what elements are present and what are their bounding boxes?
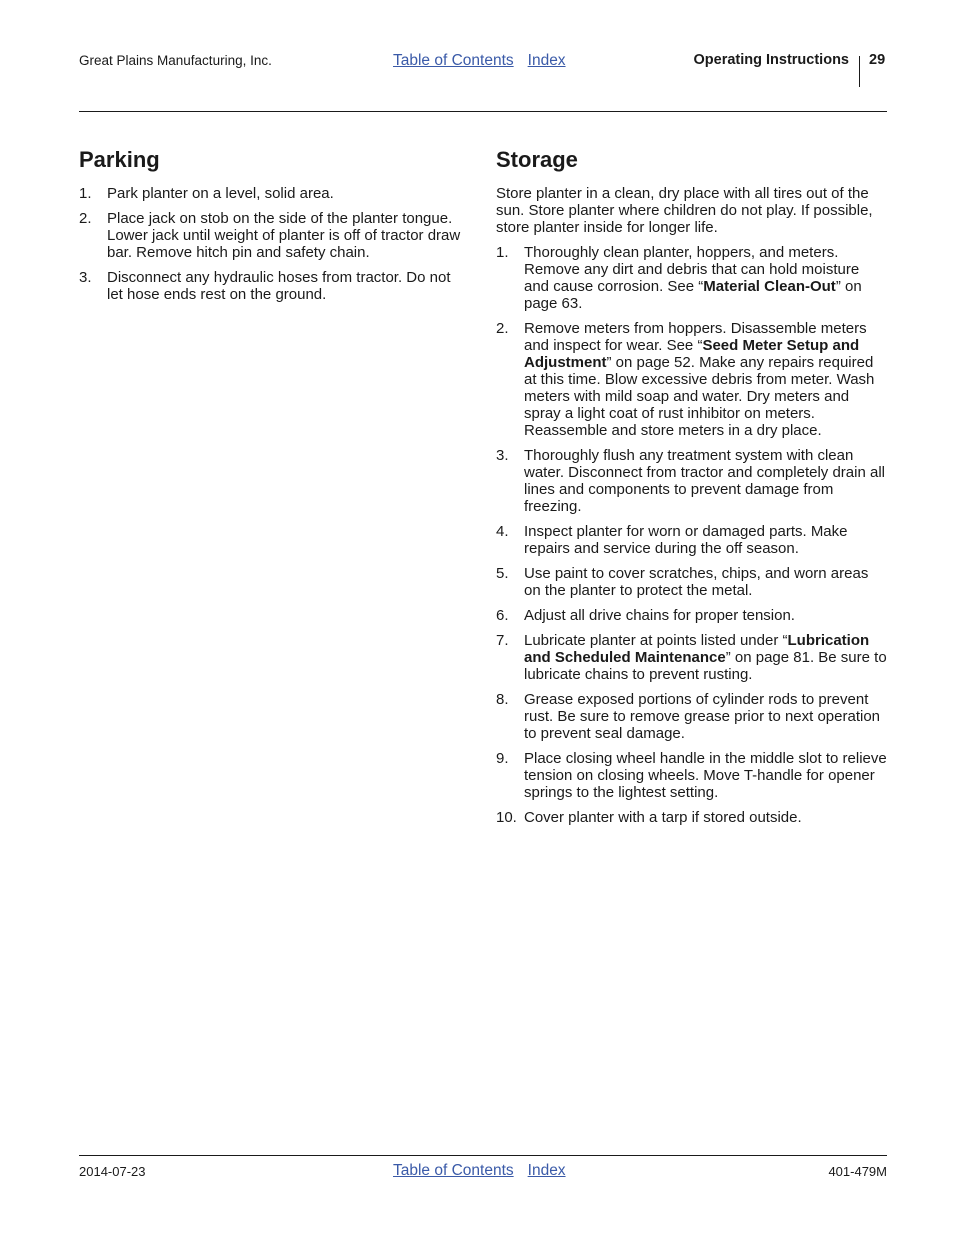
storage-heading: Storage: [496, 147, 578, 172]
item-text: ” on page 81. Be sure to lubricate chains to prevent rusting.: [524, 649, 887, 683]
item-text: Place jack on stob on the side of the planter tongue. Lower jack until weight of planter is off of tractor draw bar. Remove hitch pin and safety chain.: [107, 210, 461, 261]
company-name: Great Plains Manufacturing, Inc.: [79, 53, 272, 68]
section-title: Operating Instructions: [693, 52, 849, 68]
item-text: ” on page 52. Make any repairs required at this time. Blow excessive debris from meter. Wash meters with mild soap and water. Dry meters and spray a light coat of rust inhibitor on meters. Reassemble and store meters in a dry place.: [524, 354, 875, 439]
item-number: 2.: [79, 210, 92, 227]
publication-date: 2014-07-23: [79, 1164, 146, 1179]
item-number: 2.: [496, 320, 509, 337]
index-link[interactable]: Index: [527, 52, 566, 69]
list-item: [496, 691, 888, 742]
list-item: [496, 523, 888, 557]
footer-rule: [79, 1155, 887, 1156]
footer-index-link[interactable]: Index: [527, 1162, 566, 1179]
parking-section: [79, 146, 469, 311]
cross-reference: Seed Meter Setup and Adjustment: [524, 337, 860, 371]
cross-reference: Material Clean-Out: [703, 278, 836, 295]
footer-nav: [393, 1162, 580, 1180]
header-divider: [859, 56, 860, 87]
item-text: Thoroughly clean planter, hoppers, and meters. Remove any dirt and debris that can hold moisture and cause corrosion. See “: [524, 244, 860, 295]
item-number: 3.: [79, 269, 92, 286]
page-number: 29: [869, 52, 886, 68]
list-item: [79, 185, 469, 202]
item-text: Remove meters from hoppers. Disassemble meters and inspect for wear. See “: [524, 320, 867, 354]
item-number: 9.: [496, 750, 509, 767]
header-nav: [393, 52, 580, 70]
toc-link[interactable]: Table of Contents: [393, 52, 514, 69]
list-item: [496, 565, 888, 599]
item-number: 10.: [496, 809, 517, 826]
item-text: Thoroughly flush any treatment system with clean water. Disconnect from tractor and completely drain all lines and components to prevent damage from freezing.: [524, 447, 885, 515]
cross-reference: Lubrication and Scheduled Maintenance: [524, 632, 870, 666]
list-item: [496, 244, 888, 312]
item-text: Use paint to cover scratches, chips, and worn areas on the planter to protect the metal.: [524, 565, 869, 599]
item-text: Park planter on a level, solid area.: [107, 185, 334, 202]
item-text: Place closing wheel handle in the middle slot to relieve tension on closing wheels. Move T-handle for opener springs to the lightest setting.: [524, 750, 887, 801]
item-text: Adjust all drive chains for proper tension.: [524, 607, 795, 624]
item-number: 4.: [496, 523, 509, 540]
list-item: [496, 607, 888, 624]
item-number: 1.: [496, 244, 509, 261]
storage-intro: Store planter in a clean, dry place with all tires out of the sun. Store planter where children do not play. If possible, store planter inside for longer life.: [496, 185, 873, 236]
list-item: [496, 447, 888, 515]
list-item: [496, 632, 888, 683]
list-item: [79, 210, 469, 261]
list-item: [496, 750, 888, 801]
item-text: Lubricate planter at points listed under “: [524, 632, 788, 649]
item-text: Grease exposed portions of cylinder rods to prevent rust. Be sure to remove grease prior to next operation to prevent seal damage.: [524, 691, 881, 742]
item-text: Disconnect any hydraulic hoses from tractor. Do not let hose ends rest on the ground.: [107, 269, 451, 303]
list-item: [79, 269, 469, 303]
storage-list: [496, 244, 888, 826]
list-item: [496, 320, 888, 439]
item-number: 5.: [496, 565, 509, 582]
item-number: 7.: [496, 632, 509, 649]
item-number: 8.: [496, 691, 509, 708]
item-number: 1.: [79, 185, 92, 202]
list-item: [496, 809, 888, 826]
item-number: 3.: [496, 447, 509, 464]
header-rule: [79, 111, 887, 112]
item-text: Cover planter with a tarp if stored outside.: [524, 809, 802, 826]
item-number: 6.: [496, 607, 509, 624]
document-number: 401-479M: [828, 1164, 887, 1179]
footer-toc-link[interactable]: Table of Contents: [393, 1162, 514, 1179]
parking-heading: Parking: [79, 147, 160, 172]
item-text: Inspect planter for worn or damaged parts. Make repairs and service during the off season.: [524, 523, 848, 557]
storage-section: [496, 146, 888, 834]
item-text: ” on page 63.: [524, 278, 862, 312]
parking-list: [79, 185, 469, 303]
